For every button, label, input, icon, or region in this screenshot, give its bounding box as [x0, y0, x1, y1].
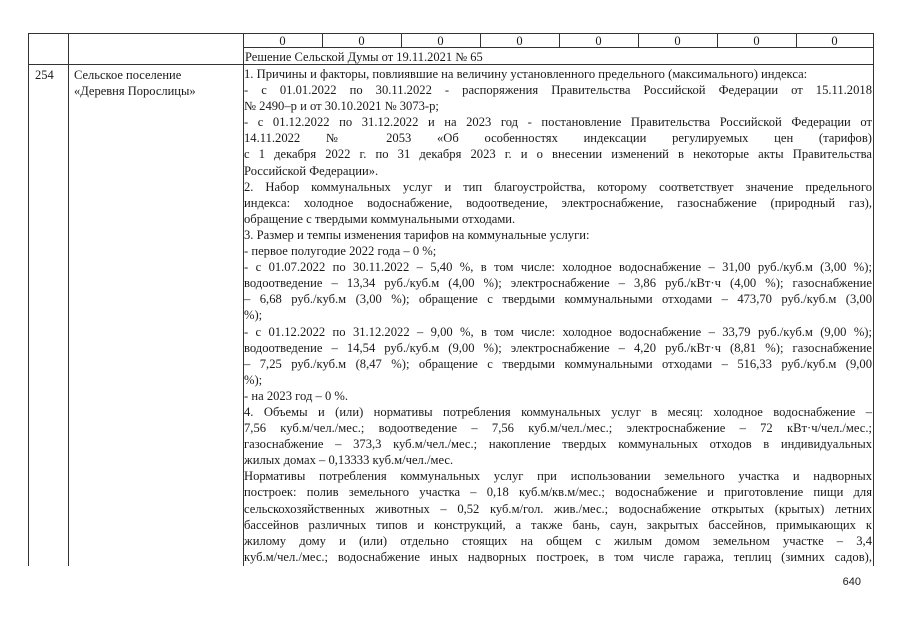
- text-line: 14.11.2022 № 2053 «Об особенностях индексации регулируемых цен (тарифов): [244, 131, 872, 146]
- text-line: - на 2023 год – 0 %.: [244, 388, 349, 403]
- text-line: - с 01.07.2022 по 30.11.2022 – 5,40 %, в том числе: холодное водоснабжение – 31,00 руб./куб.м (3,00 %);: [244, 260, 872, 275]
- row-number: 254: [35, 68, 54, 82]
- text-line: 7,56 куб.м/чел./мес.; водоотведение – 7,56 куб.м/чел./мес.; электроснабжение – 72 кВт·ч/чел./мес.;: [244, 421, 872, 436]
- text-line: № 2490–р и от 30.10.2021 № 3073-р;: [244, 99, 439, 114]
- text-line: водоотведение – 13,34 руб./куб.м (4,00 %); электроснабжение – 3,86 руб./кВт·ч (4,00 %); газоснабжение: [244, 276, 872, 291]
- text-line: 2. Набор коммунальных услуг и тип благоустройства, которому соответствует значение предельного: [244, 179, 872, 194]
- text-line: %);: [244, 372, 263, 387]
- table-left-border: [28, 33, 29, 566]
- value-cell: 0: [437, 34, 444, 48]
- value-cell: 0: [279, 34, 286, 48]
- text-line: сельскохозяйственных животных – 0,52 куб.м/гол. жив./мес.; водоснабжение открытых (крытых) летних: [244, 501, 872, 516]
- value-cell: 0: [831, 34, 838, 48]
- settlement-line-2: «Деревня Порослицы»: [74, 84, 196, 98]
- text-line: %);: [244, 308, 263, 323]
- text-line: куб.м/чел./мес.; водоснабжение иных надворных построек, в том числе гаража, теплиц (зимних садов),: [244, 549, 872, 564]
- text-line: Российской Федерации».: [244, 163, 379, 178]
- settlement-name: [74, 67, 196, 99]
- text-line: газоснабжение – 373,3 куб.м/чел./мес.; накопление твердых коммунальных отходов в индивидуальных: [244, 437, 872, 452]
- decision-note: Решение Сельской Думы от 19.11.2021 № 65: [245, 50, 483, 64]
- settlement-line-1: Сельское поселение: [74, 68, 182, 82]
- value-cell: 0: [595, 34, 602, 48]
- text-line: обращение с твердыми коммунальными отходами.: [244, 211, 516, 226]
- text-line: с 1 декабря 2022 г. по 31 декабря 2023 г. и о внесении изменений в некоторые акты Правительства: [244, 147, 872, 162]
- text-line: – 6,68 руб./куб.м (3,00 %); обращение с твердыми коммунальными отходами – 473,70 руб./куб.м (3,00: [244, 292, 872, 307]
- column-divider-1: [68, 33, 69, 566]
- index-description: [244, 66, 872, 565]
- text-line: - первое полугодие 2022 года – 0 %;: [244, 244, 437, 259]
- page-number: 640: [842, 576, 861, 588]
- text-line: водоотведение – 14,54 руб./куб.м (9,00 %); электроснабжение – 4,20 руб./кВт·ч (8,81 %); газоснабжение: [244, 340, 872, 355]
- text-line: - с 01.01.2022 по 30.11.2022 - распоряжения Правительства Российской Федерации от 15.11.2018: [244, 83, 872, 98]
- value-cell: 0: [516, 34, 523, 48]
- text-line: - с 01.12.2022 по 31.12.2022 и на 2023 год - постановление Правительства Российской Федерации от: [244, 115, 872, 130]
- text-line: 1. Причины и факторы, повлиявшие на величину установленного предельного (максимального) индекса:: [244, 67, 808, 81]
- text-line: построек: полив земельного участка – 0,18 куб.м/кв.м/мес.; водоснабжение и приготовление пищи для: [244, 485, 872, 500]
- text-line: жилому дому и (или) отдельно стоящих на общем с жилым домом земельном участке – 3,4: [244, 533, 872, 548]
- text-line: 3. Размер и темпы изменения тарифов на коммунальные услуги:: [244, 227, 590, 242]
- text-line: Нормативы потребления коммунальных услуг при использовании земельного участка и надворных: [244, 469, 872, 484]
- value-cell: 0: [753, 34, 760, 48]
- value-cell: 0: [674, 34, 681, 48]
- text-line: индекса: холодное водоснабжение, водоотведение, электроснабжение, газоснабжение (природный газ),: [244, 195, 872, 210]
- table-right-border: [873, 33, 874, 566]
- text-line: - с 01.12.2022 по 31.12.2022 – 9,00 %, в том числе: холодное водоснабжение – 33,79 руб./куб.м (9,00 %);: [244, 324, 872, 339]
- text-line: бассейнов различных типов и конструкций, а также бань, саун, закрытых бассейнов, примыкающих к: [244, 517, 872, 532]
- text-line: жилых домах – 0,13333 куб.м/чел./мес.: [244, 453, 454, 468]
- text-line: – 7,25 руб./куб.м (8,47 %); обращение с твердыми коммунальными отходами – 516,33 руб./куб.м (9,00: [244, 356, 872, 371]
- value-cell: 0: [358, 34, 365, 48]
- text-line: 4. Объемы и (или) нормативы потребления коммунальных услуг в месяц: холодное водоснабжение –: [244, 404, 872, 419]
